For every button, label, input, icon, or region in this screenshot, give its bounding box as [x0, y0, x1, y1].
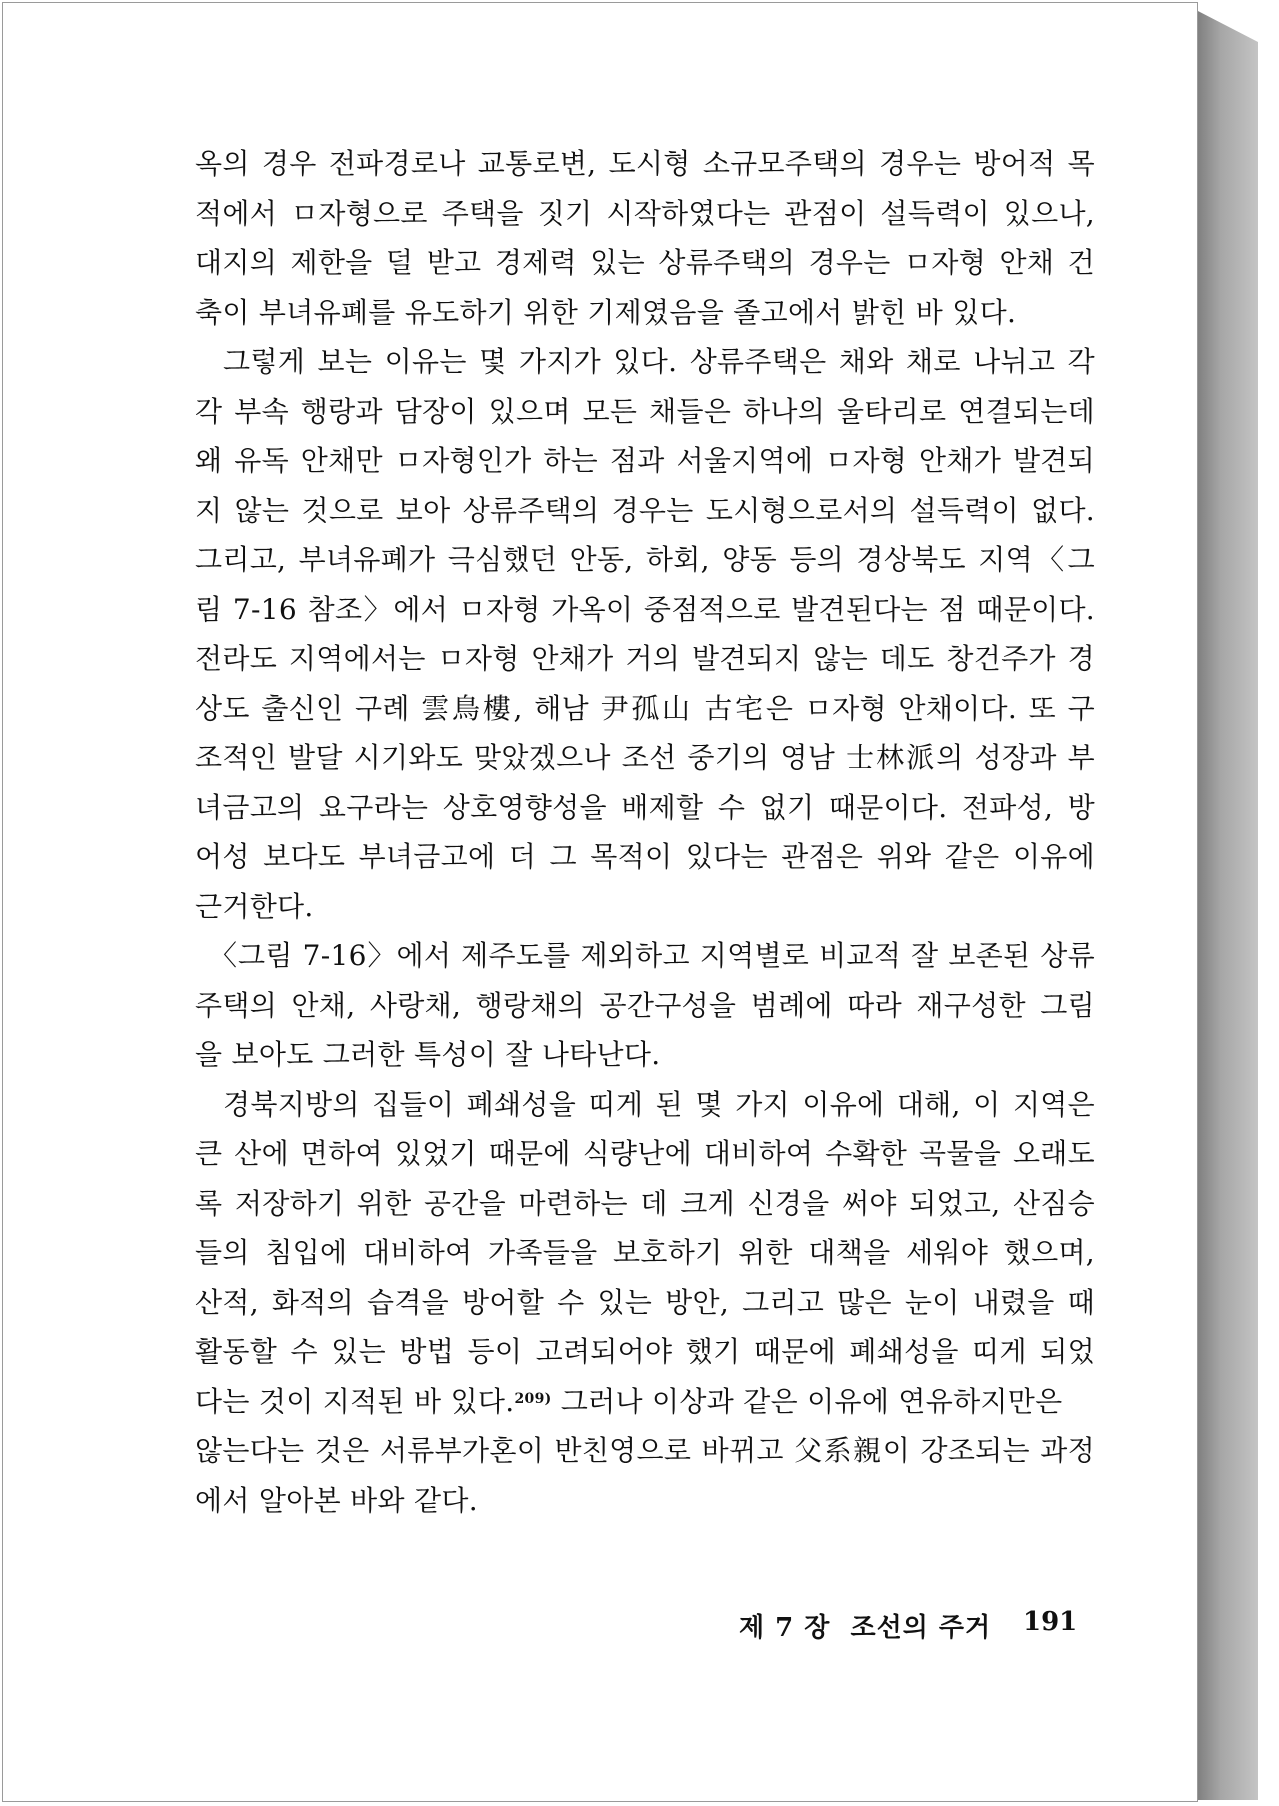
- text-line: 활동할 수 있는 방법 등이 고려되어야 했기 때문에 폐쇄성을 띠게 되었: [195, 1335, 1095, 1368]
- page-edge-shadow: [1196, 10, 1258, 1800]
- running-footer-chapter: 제 7 장 조선의 주거: [739, 1613, 992, 1643]
- text-line: 림 7-16 참조〉에서 ㅁ자형 가옥이 중점적으로 발견된다는 점 때문이다.: [195, 592, 1095, 626]
- text-line: 상도 출신인 구례 雲鳥樓, 해남 尹孤山 古宅은 ㅁ자형 안채이다. 또 구: [195, 691, 1095, 725]
- text-line: 어성 보다도 부녀금고에 더 그 목적이 있다는 관점은 위와 같은 이유에: [195, 840, 1095, 873]
- text-line: 을 보아도 그러한 특성이 잘 나타난다.: [195, 1038, 661, 1071]
- text-line: 지 않는 것으로 보아 상류주택의 경우는 도시형으로서의 설득력이 없다.: [195, 493, 1095, 527]
- text-line: 각 부속 행랑과 담장이 있으며 모든 채들은 하나의 울타리로 연결되는데: [195, 394, 1095, 428]
- text-line: 에서 알아본 바와 같다.: [195, 1483, 478, 1517]
- text-line: 근거한다.: [195, 889, 314, 923]
- text-line: 전라도 지역에서는 ㅁ자형 안채가 거의 발견되지 않는 데도 창건주가 경: [195, 642, 1095, 675]
- text-line: 않는다는 것은 서류부가혼이 반친영으로 바뀌고 父系親이 강조되는 과정: [195, 1434, 1095, 1467]
- text-line: 〈그림 7-16〉에서 제주도를 제외하고 지역별로 비교적 잘 보존된 상류: [209, 939, 1095, 972]
- text-line: 옥의 경우 전파경로나 교통로변, 도시형 소규모주택의 경우는 방어적 목: [195, 147, 1095, 180]
- text-line: 그리고, 부녀유폐가 극심했던 안동, 하회, 양동 등의 경상북도 지역〈그: [195, 543, 1095, 576]
- text-line: 대지의 제한을 덜 받고 경제력 있는 상류주택의 경우는 ㅁ자형 안채 건: [195, 246, 1095, 279]
- page-number: 191: [1023, 1607, 1078, 1637]
- page-stack-edge: [1196, 10, 1258, 1800]
- page-footer: [3, 1607, 1197, 1647]
- text-line: 주택의 안채, 사랑채, 행랑채의 공간구성을 범례에 따라 재구성한 그림: [195, 988, 1095, 1022]
- text-line: 그렇게 보는 이유는 몇 가지가 있다. 상류주택은 채와 채로 나뉘고 각: [223, 345, 1095, 378]
- text-segment: 다는 것이 지적된 바 있다.: [195, 1384, 515, 1418]
- text-line: 축이 부녀유폐를 유도하기 위한 기제였음을 졸고에서 밝힌 바 있다.: [195, 295, 1017, 329]
- text-line: 녀금고의 요구라는 상호영향성을 배제할 수 없기 때문이다. 전파성, 방: [195, 790, 1095, 824]
- text-line: 큰 산에 면하여 있었기 때문에 식량난에 대비하여 수확한 곡물을 오래도: [195, 1137, 1095, 1170]
- text-line: 적에서 ㅁ자형으로 주택을 짓기 시작하였다는 관점이 설득력이 있으나,: [195, 196, 1095, 230]
- text-line: 조적인 발달 시기와도 맞았겠으나 조선 중기의 영남 士林派의 성장과 부: [195, 741, 1095, 774]
- book-page: [2, 2, 1198, 1802]
- text-line-with-footnote: [195, 1377, 1095, 1427]
- text-line: 들의 침입에 대비하여 가족들을 보호하기 위한 대책을 세워야 했으며,: [195, 1236, 1095, 1269]
- text-line: 경북지방의 집들이 폐쇄성을 띠게 된 몇 가지 이유에 대해, 이 지역은: [223, 1087, 1095, 1121]
- body-text: [195, 139, 1095, 1525]
- footnote-marker[interactable]: 209): [514, 1390, 552, 1407]
- text-line: 왜 유독 안채만 ㅁ자형인가 하는 점과 서울지역에 ㅁ자형 안채가 발견되: [195, 444, 1095, 477]
- text-line: 산적, 화적의 습격을 방어할 수 있는 방안, 그리고 많은 눈이 내렸을 때: [195, 1285, 1095, 1319]
- text-segment: 그러나 이상과 같은 이유에 연유하지만은: [551, 1384, 1063, 1418]
- text-line: 록 저장하기 위한 공간을 마련하는 데 크게 신경을 써야 되었고, 산짐승: [195, 1186, 1095, 1220]
